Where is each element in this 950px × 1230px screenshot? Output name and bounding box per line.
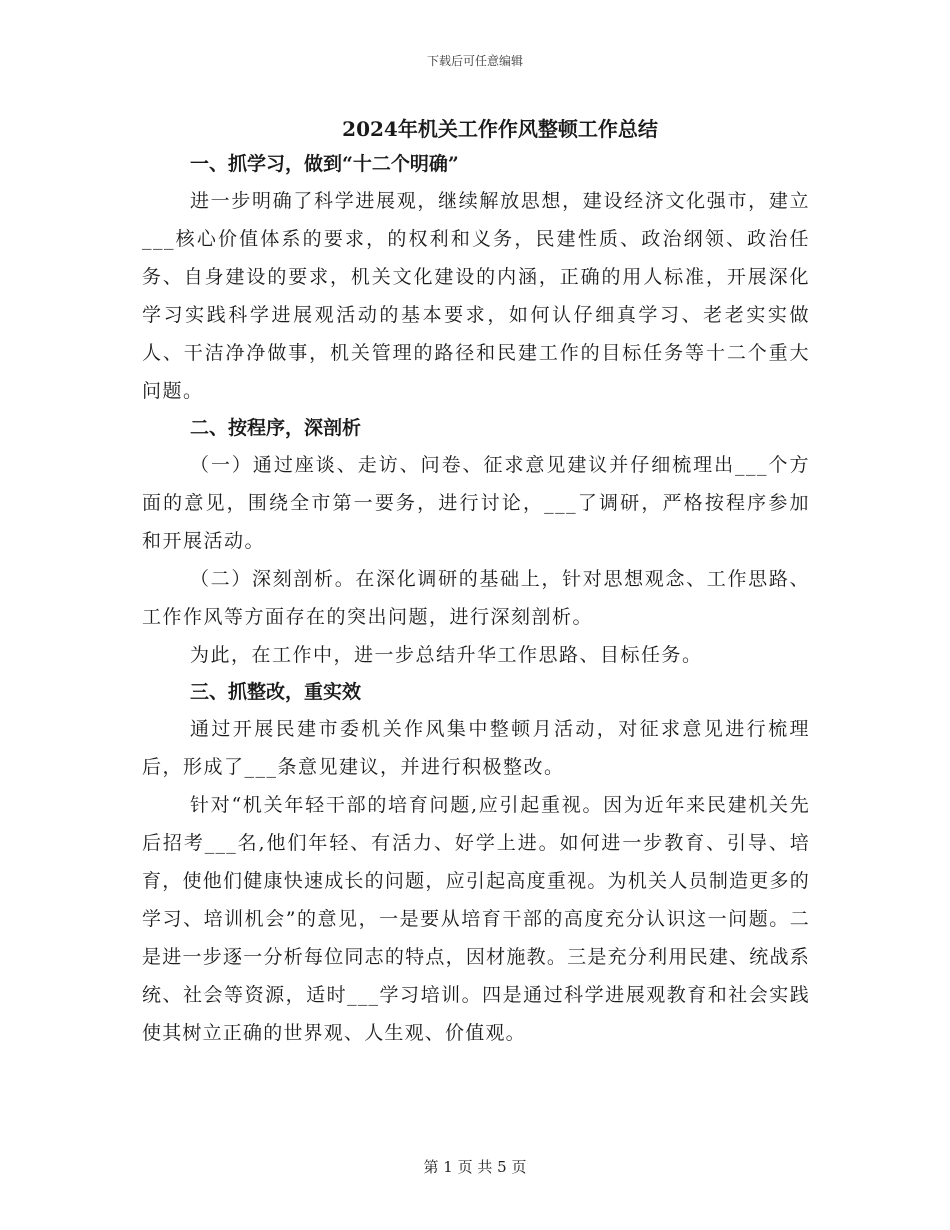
section-heading-3: 三、抓整改，重实效 xyxy=(190,681,362,703)
paragraph-study: 进一步明确了科学进展观，继续解放思想，建设经济文化强市，建立___核心价值体系的要求，的权利和义务，民建性质、政治纲领、政治任务、自身建设的要求，机关文化建设的内涵，正确的用人标准，开展深化学习实践科学进展观活动的基本要求，如何认仔细真学习、老老实实做人、干洁净净做事，机关管理的路径和民建工作的目标任务等十二个重大问题。 xyxy=(142,190,810,402)
paragraph-rectify-2: 针对“机关年轻干部的培育问题,应引起重视。因为近年来民建机关先后招考___名,他们年轻、有活力、好学上进。如何进一步教育、引导、培育，使他们健康快速成长的问题，应引起高度重视。为机关人员制造更多的学习、培训机会”的意见，一是要从培育干部的高度充分认识这一问题。二是进一步逐一分析每位同志的特点，因材施教。三是充分利用民建、统战系统、社会等资源，适时___学习培训。四是通过科学进展观教育和社会实践使其树立正确的世界观、人生观、价值观。 xyxy=(142,794,810,1044)
document-title: 2024年机关工作作风整顿工作总结 xyxy=(342,117,658,141)
paragraph-procedure-1: （一）通过座谈、走访、问卷、征求意见建议并仔细梳理出___个方面的意见，围绕全市第一要务，进行讨论，___了调研，严格按程序参加和开展活动。 xyxy=(142,454,810,552)
document-body xyxy=(142,112,810,1052)
paragraph-procedure-2: （二）深刻剖析。在深化调研的基础上，针对思想观念、工作思路、工作作风等方面存在的突出问题，进行深刻剖析。 xyxy=(142,568,810,628)
paragraph-procedure-3: 为此，在工作中，进一步总结升华工作思路、目标任务。 xyxy=(190,644,703,666)
paragraph-rectify-1: 通过开展民建市委机关作风集中整顿月活动，对征求意见进行梳理后，形成了___条意见建议，并进行积极整改。 xyxy=(142,718,810,778)
section-heading-1: 一、抓学习，做到“十二个明确” xyxy=(190,153,459,175)
section-heading-2: 二、按程序，深剖析 xyxy=(190,417,362,439)
page-header: 下载后可任意编辑 xyxy=(426,54,523,68)
page-footer: 第 1 页 共 5 页 xyxy=(423,1158,527,1176)
